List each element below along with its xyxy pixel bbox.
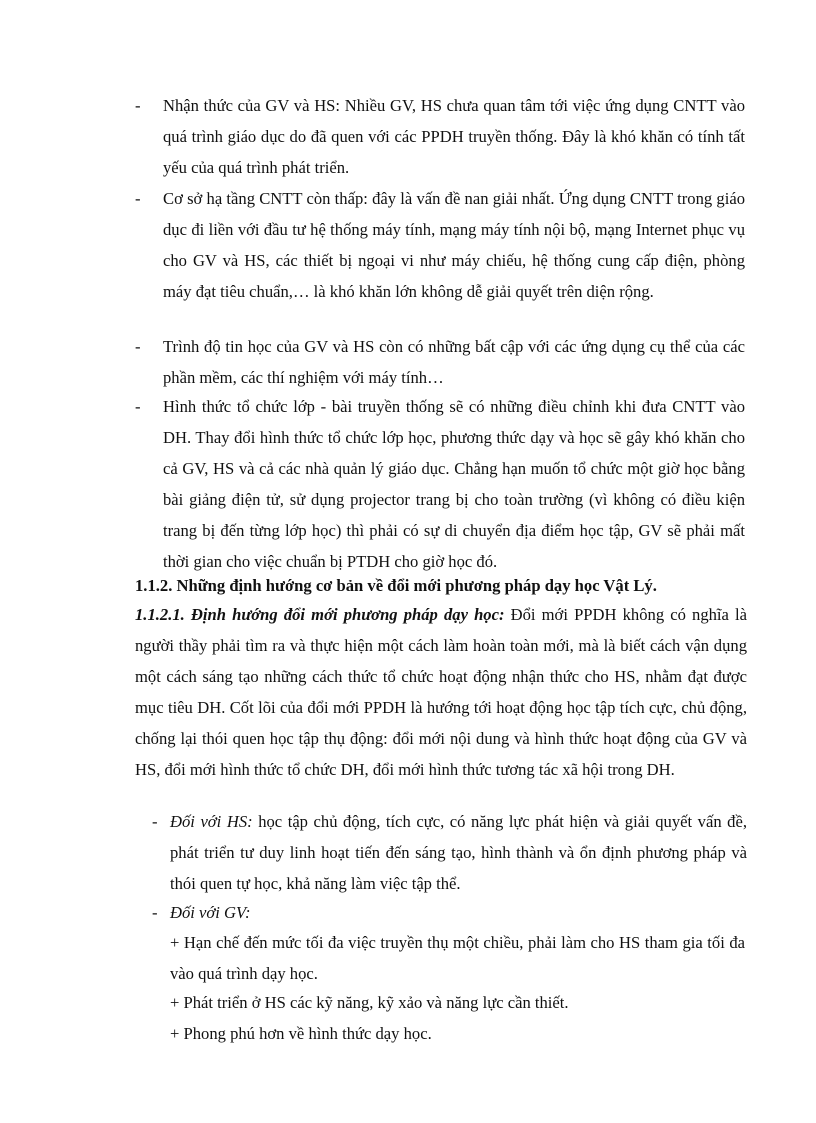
list-item — [135, 331, 745, 393]
list-item — [135, 391, 745, 577]
list-item — [152, 806, 747, 899]
teacher-item: + Phát triển ở HS các kỹ năng, kỹ xảo và năng lực cần thiết. — [170, 993, 569, 1012]
list-item — [135, 183, 745, 307]
list-item-text — [170, 806, 747, 899]
bullet-dash: - — [135, 397, 141, 416]
bullet-dash: - — [135, 189, 141, 208]
bullet-dash: - — [135, 337, 141, 356]
bullet-dash: - — [152, 812, 158, 831]
for-students-text: học tập chủ động, tích cực, có năng lực phát hiện và giải quyết vấn đề, phát triển tư duy linh hoạt tiến đến sáng tạo, hình thành và ổn định phương pháp và thói quen tự học, khả năng làm việc tập thể. — [170, 812, 747, 893]
teacher-item: + Hạn chế đến mức tối đa việc truyền thụ một chiều, phải làm cho HS tham gia tối đa vào quá trình dạy học. — [170, 933, 745, 983]
list-item-text: Trình độ tin học của GV và HS còn có những bất cập với các ứng dụng cụ thể của các phần mềm, các thí nghiệm với máy tính… — [163, 337, 745, 387]
list-item-text — [170, 897, 747, 928]
list-item-text: Cơ sở hạ tầng CNTT còn thấp: đây là vấn đề nan giải nhất. Ứng dụng CNTT trong giáo dục đi liền với đầu tư hệ thống máy tính, mạng máy tính nội bộ, mạng Internet phục vụ cho GV và HS, các thiết bị ngoại vi như máy chiếu, hệ thống cung cấp điện, phòng máy đạt tiêu chuẩn,… là khó khăn lớn không dễ giải quyết trên diện rộng. — [163, 189, 745, 301]
subsection-paragraph — [135, 599, 747, 785]
bullet-dash: - — [135, 96, 141, 115]
teacher-item: + Phong phú hơn về hình thức dạy học. — [170, 1024, 432, 1043]
bullet-dash: - — [152, 903, 158, 922]
list-item — [152, 897, 747, 928]
subsection-text: Đổi mới PPDH không có nghĩa là người thầy phải tìm ra và thực hiện một cách làm hoàn toàn mới, mà là biết cách vận dụng một cách sáng tạo những cách thức tổ chức hoạt động nhận thức cho HS, nhằm đạt được mục tiêu DH. Cốt lõi của đổi mới PPDH là hướng tới hoạt động học tập tích cực, chủ động, chống lại thói quen học tập thụ động: đổi mới nội dung và hình thức hoạt động của GV và HS, đổi mới hình thức tổ chức DH, đổi mới hình thức tương tác xã hội trong DH. — [135, 605, 748, 779]
for-students-label: Đối với HS: — [170, 812, 253, 831]
list-item-text: Hình thức tổ chức lớp - bài truyền thống sẽ có những điều chỉnh khi đưa CNTT vào DH. Thay đổi hình thức tổ chức lớp học, phương thức dạy và học sẽ gây khó khăn cho cả GV, HS và cả các nhà quản lý giáo dục. Chẳng hạn muốn tổ chức một giờ học bằng bài giảng điện tử, sử dụng projector trang bị cho toàn trường (vì không có điều kiện trang bị đến từng lớp học) thì phải có sự di chuyển địa điểm học tập, GV sẽ phải mất thời gian cho việc chuẩn bị PTDH cho giờ học đó. — [163, 397, 745, 571]
list-item — [135, 90, 745, 183]
list-item-text: Nhận thức của GV và HS: Nhiều GV, HS chưa quan tâm tới việc ứng dụng CNTT vào quá trình giáo dục do đã quen với các PPDH truyền thống. Đây là khó khăn có tính tất yếu của quá trình phát triển. — [163, 96, 745, 177]
subsection-heading: 1.1.2.1. Định hướng đổi mới phương pháp dạy học: — [135, 605, 505, 624]
for-teachers-label: Đối với GV: — [170, 903, 251, 922]
section-heading: 1.1.2. Những định hướng cơ bản về đổi mới phương pháp dạy học Vật Lý. — [135, 576, 657, 595]
